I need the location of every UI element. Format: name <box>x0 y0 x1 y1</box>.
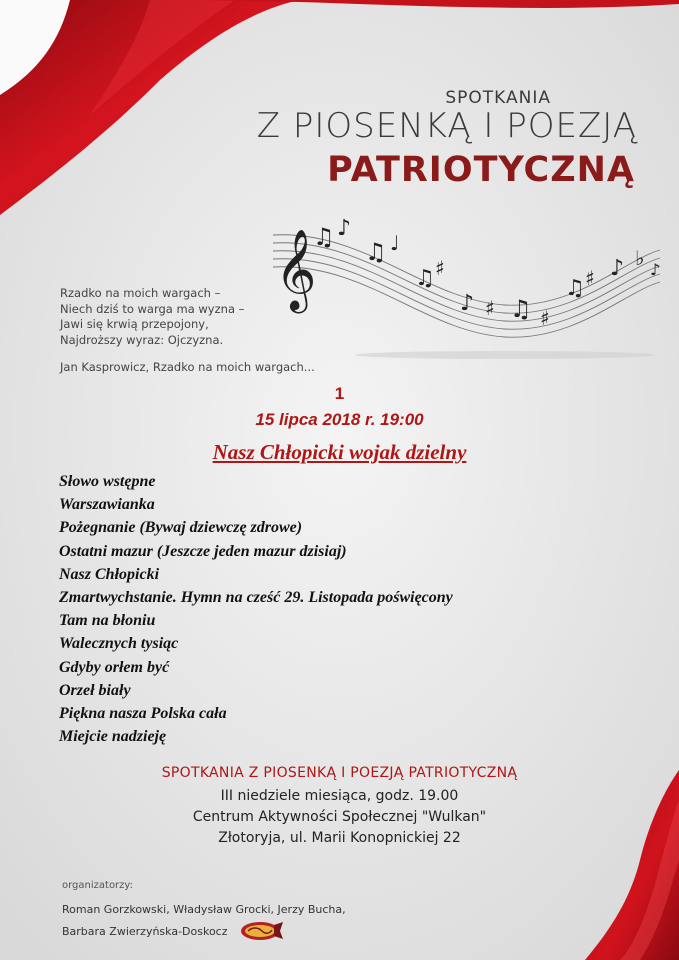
header-title-emphasis: PATRIOTYCZNĄ <box>327 150 635 190</box>
list-item: Walecznych tysiąc <box>59 635 179 653</box>
header-small: SPOTKANIA <box>445 88 551 108</box>
list-item: Orzeł biały <box>59 681 131 699</box>
music-staff-icon <box>265 205 665 365</box>
svg-text:♯: ♯ <box>585 266 595 290</box>
list-item: Pożegnanie (Bywaj dziewczę zdrowe) <box>59 519 303 537</box>
poem-line: Najdroższy wyraz: Ojczyzna. <box>60 332 224 347</box>
list-item: Piękna nasza Polska cała <box>59 705 227 723</box>
svg-text:♯: ♯ <box>485 296 495 320</box>
list-item: Gdyby orłem być <box>59 658 170 676</box>
footer-schedule: III niedziele miesiąca, godz. 19.00 <box>220 788 459 804</box>
list-item: Warszawianka <box>59 496 155 514</box>
header-title: Z PIOSENKĄ I POEZJĄ <box>256 106 637 146</box>
svg-text:♫: ♫ <box>313 223 335 251</box>
svg-text:♪: ♪ <box>610 256 625 281</box>
poem-line: Niech dziś to warga ma wyzna – <box>60 301 245 316</box>
organizers-label: organizatorzy: <box>62 880 133 891</box>
list-item: Miejcie nadzieję <box>59 728 167 746</box>
poem-line: Rzadko na moich wargach – <box>60 286 221 300</box>
footer-venue: Centrum Aktywności Społecznej "Wulkan" <box>192 809 487 825</box>
treble-clef-icon: 𝄞 <box>275 228 317 310</box>
svg-text:♫: ♫ <box>565 276 585 301</box>
svg-text:♭: ♭ <box>635 246 645 270</box>
list-item: Ostatni mazur (Jeszcze jeden mazur dzisiaj) <box>59 542 347 560</box>
svg-text:♫: ♫ <box>415 266 435 291</box>
organizers-names-2: Barbara Zwierzyńska-Doskocz <box>62 925 228 938</box>
poem-source: Jan Kasprowicz, Rzadko na moich wargach... <box>60 360 315 374</box>
svg-text:♪: ♪ <box>650 260 661 279</box>
list-item: Słowo wstępne <box>59 473 156 490</box>
event-subtitle: Nasz Chłopicki wojak dzielny <box>212 440 467 464</box>
svg-text:♯: ♯ <box>540 306 550 330</box>
list-item: Nasz Chłopicki <box>59 565 160 583</box>
footer-title: SPOTKANIA Z PIOSENKĄ I POEZJĄ PATRIOTYCZNĄ <box>161 765 518 781</box>
svg-text:♪: ♪ <box>337 216 352 241</box>
svg-text:♪: ♪ <box>460 291 475 316</box>
svg-text:♫: ♫ <box>510 295 532 323</box>
list-item: Zmartwychstanie. Hymn na cześć 29. Listopada poświęcony <box>59 589 453 607</box>
event-date: 15 lipca 2018 r. 19:00 <box>255 410 424 429</box>
song-list <box>59 470 453 748</box>
svg-text:♫: ♫ <box>365 238 387 266</box>
logo-badge-icon <box>240 919 284 943</box>
poem-quote <box>60 286 244 348</box>
poem-line: Jawi się krwią przepojony, <box>60 317 209 331</box>
footer-address: Złotoryja, ul. Marii Konopnickiej 22 <box>218 830 461 846</box>
svg-text:♩: ♩ <box>390 231 400 255</box>
organizers-names: Roman Gorzkowski, Władysław Grocki, Jerzy Bucha, <box>62 903 346 916</box>
event-number: 1 <box>334 384 345 403</box>
svg-text:♯: ♯ <box>435 256 445 280</box>
list-item: Tam na błoniu <box>59 612 156 630</box>
